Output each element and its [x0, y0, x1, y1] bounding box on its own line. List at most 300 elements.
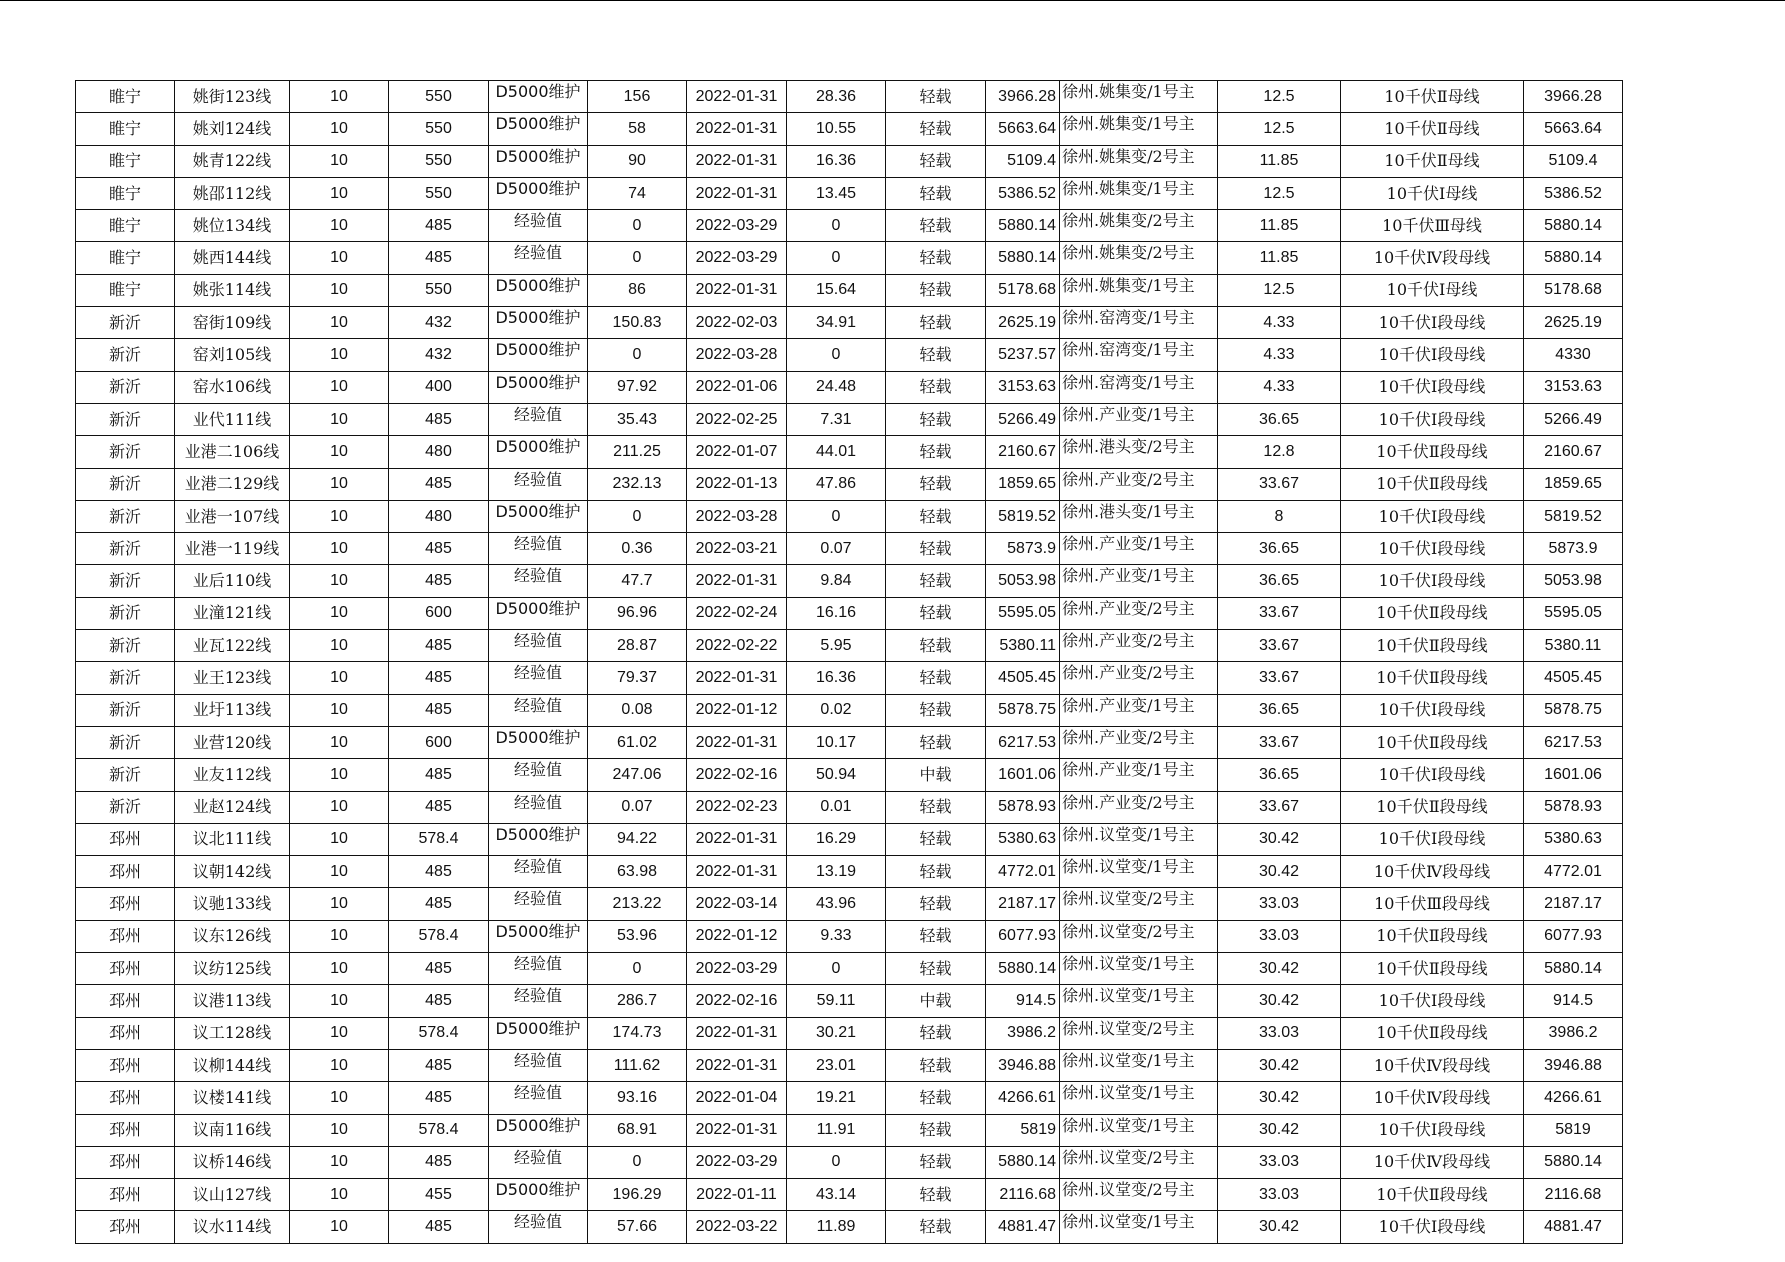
- table-row: [76, 630, 1623, 662]
- line-name-cell: 议楼141线: [175, 1082, 290, 1114]
- substation-cell: [1060, 1146, 1218, 1178]
- source-cell-text: 经验值: [513, 1213, 562, 1232]
- margin-cell: 5595.05: [986, 597, 1060, 629]
- source-cell-text: D5000维护: [495, 115, 581, 134]
- voltage-cell: 10: [290, 81, 389, 113]
- transformer-load-cell: 36.65: [1218, 533, 1341, 565]
- load-status-cell: 轻载: [886, 662, 986, 694]
- available-capacity-cell: 5178.68: [1524, 274, 1623, 306]
- voltage-cell: 10: [290, 823, 389, 855]
- load-cell: 0: [588, 242, 687, 274]
- load-status-cell: 轻载: [886, 597, 986, 629]
- busbar-cell: 10千伏Ⅱ段母线: [1341, 791, 1524, 823]
- table-row: [76, 888, 1623, 920]
- date-cell: 2022-01-31: [687, 856, 787, 888]
- load-rate-cell: 16.36: [787, 662, 886, 694]
- busbar-cell: 10千伏Ⅰ段母线: [1341, 533, 1524, 565]
- substation-cell-text: 徐州.产业变/1号主: [1062, 535, 1195, 554]
- transformer-load-cell: 11.85: [1218, 242, 1341, 274]
- margin-cell: 5266.49: [986, 403, 1060, 435]
- substation-cell: [1060, 565, 1218, 597]
- source-cell-text: 经验值: [513, 890, 562, 909]
- margin-cell: 3946.88: [986, 1049, 1060, 1081]
- available-capacity-cell: 5880.14: [1524, 210, 1623, 242]
- line-name-cell: 业瓦122线: [175, 630, 290, 662]
- line-name-cell: 窑街109线: [175, 307, 290, 339]
- busbar-cell: 10千伏Ⅳ段母线: [1341, 1082, 1524, 1114]
- load-cell: 0: [588, 210, 687, 242]
- capacity-cell: 578.4: [389, 920, 489, 952]
- margin-cell: 914.5: [986, 985, 1060, 1017]
- transformer-load-cell: 30.42: [1218, 985, 1341, 1017]
- available-capacity-cell: 5878.93: [1524, 791, 1623, 823]
- load-cell: 213.22: [588, 888, 687, 920]
- substation-cell-text: 徐州.议堂变/2号主: [1062, 1019, 1195, 1038]
- transformer-load-cell: 30.42: [1218, 1082, 1341, 1114]
- load-rate-cell: 16.29: [787, 823, 886, 855]
- load-status-cell: 轻载: [886, 1114, 986, 1146]
- source-cell: [489, 565, 588, 597]
- busbar-cell: 10千伏Ⅲ段母线: [1341, 888, 1524, 920]
- region-cell: 邳州: [76, 953, 175, 985]
- substation-cell-text: 徐州.产业变/2号主: [1062, 728, 1195, 747]
- date-cell: 2022-03-29: [687, 1146, 787, 1178]
- busbar-cell: 10千伏Ⅰ段母线: [1341, 371, 1524, 403]
- line-name-cell: 业后110线: [175, 565, 290, 597]
- available-capacity-cell: 5386.52: [1524, 177, 1623, 209]
- source-cell-text: 经验值: [513, 696, 562, 715]
- source-cell-text: D5000维护: [495, 1019, 581, 1038]
- substation-cell: [1060, 920, 1218, 952]
- load-rate-cell: 15.64: [787, 274, 886, 306]
- transformer-load-cell: 33.67: [1218, 791, 1341, 823]
- substation-cell: [1060, 145, 1218, 177]
- source-cell-text: D5000维护: [495, 599, 581, 618]
- load-cell: 211.25: [588, 436, 687, 468]
- load-rate-cell: 30.21: [787, 1017, 886, 1049]
- load-status-cell: 轻载: [886, 500, 986, 532]
- date-cell: 2022-02-24: [687, 597, 787, 629]
- date-cell: 2022-02-22: [687, 630, 787, 662]
- source-cell: [489, 339, 588, 371]
- date-cell: 2022-02-16: [687, 759, 787, 791]
- available-capacity-cell: 3946.88: [1524, 1049, 1623, 1081]
- source-cell-text: D5000维护: [495, 1181, 581, 1200]
- voltage-cell: 10: [290, 1146, 389, 1178]
- line-name-cell: 议纺125线: [175, 953, 290, 985]
- capacity-cell: 578.4: [389, 823, 489, 855]
- busbar-cell: 10千伏Ⅱ段母线: [1341, 920, 1524, 952]
- load-status-cell: 中载: [886, 759, 986, 791]
- margin-cell: 2625.19: [986, 307, 1060, 339]
- busbar-cell: 10千伏Ⅰ段母线: [1341, 500, 1524, 532]
- margin-cell: 5880.14: [986, 210, 1060, 242]
- table-row: [76, 274, 1623, 306]
- load-status-cell: 轻载: [886, 1146, 986, 1178]
- substation-cell: [1060, 210, 1218, 242]
- margin-cell: 5237.57: [986, 339, 1060, 371]
- busbar-cell: 10千伏Ⅲ母线: [1341, 210, 1524, 242]
- margin-cell: 5880.14: [986, 1146, 1060, 1178]
- region-cell: 睢宁: [76, 113, 175, 145]
- available-capacity-cell: 4881.47: [1524, 1211, 1623, 1243]
- capacity-cell: 432: [389, 307, 489, 339]
- voltage-cell: 10: [290, 953, 389, 985]
- source-cell: [489, 1179, 588, 1211]
- load-status-cell: 轻载: [886, 403, 986, 435]
- load-rate-cell: 7.31: [787, 403, 886, 435]
- substation-cell: [1060, 468, 1218, 500]
- margin-cell: 5873.9: [986, 533, 1060, 565]
- transformer-load-cell: 30.42: [1218, 1114, 1341, 1146]
- load-status-cell: 轻载: [886, 823, 986, 855]
- voltage-cell: 10: [290, 565, 389, 597]
- region-cell: 睢宁: [76, 81, 175, 113]
- substation-cell: [1060, 888, 1218, 920]
- load-rate-cell: 34.91: [787, 307, 886, 339]
- margin-cell: 3966.28: [986, 81, 1060, 113]
- voltage-cell: 10: [290, 436, 389, 468]
- substation-cell-text: 徐州.产业变/2号主: [1062, 470, 1195, 489]
- capacity-cell: 455: [389, 1179, 489, 1211]
- source-cell: [489, 177, 588, 209]
- region-cell: 邳州: [76, 888, 175, 920]
- load-status-cell: 轻载: [886, 145, 986, 177]
- load-cell: 68.91: [588, 1114, 687, 1146]
- date-cell: 2022-01-31: [687, 274, 787, 306]
- substation-cell-text: 徐州.议堂变/1号主: [1062, 1213, 1195, 1232]
- load-rate-cell: 5.95: [787, 630, 886, 662]
- capacity-cell: 400: [389, 371, 489, 403]
- busbar-cell: 10千伏Ⅱ母线: [1341, 145, 1524, 177]
- available-capacity-cell: 5109.4: [1524, 145, 1623, 177]
- table-row: [76, 791, 1623, 823]
- load-status-cell: 轻载: [886, 210, 986, 242]
- table-row: [76, 242, 1623, 274]
- available-capacity-cell: 2160.67: [1524, 436, 1623, 468]
- voltage-cell: 10: [290, 210, 389, 242]
- line-name-cell: 姚邵112线: [175, 177, 290, 209]
- table-row: [76, 1017, 1623, 1049]
- voltage-cell: 10: [290, 113, 389, 145]
- voltage-cell: 10: [290, 1082, 389, 1114]
- table-row: [76, 565, 1623, 597]
- source-cell: [489, 630, 588, 662]
- table-row: [76, 145, 1623, 177]
- source-cell: [489, 791, 588, 823]
- date-cell: 2022-03-22: [687, 1211, 787, 1243]
- substation-cell-text: 徐州.姚集变/2号主: [1062, 147, 1195, 166]
- load-rate-cell: 43.96: [787, 888, 886, 920]
- substation-cell-text: 徐州.姚集变/1号主: [1062, 179, 1195, 198]
- available-capacity-cell: 2187.17: [1524, 888, 1623, 920]
- line-name-cell: 业友112线: [175, 759, 290, 791]
- available-capacity-cell: 4505.45: [1524, 662, 1623, 694]
- line-name-cell: 议工128线: [175, 1017, 290, 1049]
- transformer-load-cell: 30.42: [1218, 1049, 1341, 1081]
- available-capacity-cell: 914.5: [1524, 985, 1623, 1017]
- load-status-cell: 轻载: [886, 565, 986, 597]
- table-row: [76, 759, 1623, 791]
- source-cell: [489, 1114, 588, 1146]
- date-cell: 2022-02-03: [687, 307, 787, 339]
- substation-cell-text: 徐州.姚集变/1号主: [1062, 83, 1195, 101]
- substation-cell: [1060, 1114, 1218, 1146]
- date-cell: 2022-03-14: [687, 888, 787, 920]
- capacity-cell: 485: [389, 888, 489, 920]
- table-row: [76, 177, 1623, 209]
- load-cell: 47.7: [588, 565, 687, 597]
- source-cell-text: 经验值: [513, 535, 562, 554]
- available-capacity-cell: 5595.05: [1524, 597, 1623, 629]
- available-capacity-cell: 5819: [1524, 1114, 1623, 1146]
- substation-cell-text: 徐州.产业变/1号主: [1062, 567, 1195, 586]
- table-body: [76, 81, 1623, 1244]
- region-cell: 邳州: [76, 856, 175, 888]
- line-name-cell: 议港113线: [175, 985, 290, 1017]
- capacity-cell: 432: [389, 339, 489, 371]
- source-cell-text: D5000维护: [495, 728, 581, 747]
- table-row: [76, 1146, 1623, 1178]
- transformer-load-cell: 12.5: [1218, 81, 1341, 113]
- available-capacity-cell: 1859.65: [1524, 468, 1623, 500]
- busbar-cell: 10千伏Ⅰ母线: [1341, 274, 1524, 306]
- transformer-load-cell: 33.67: [1218, 630, 1341, 662]
- substation-cell: [1060, 371, 1218, 403]
- load-rate-cell: 0: [787, 1146, 886, 1178]
- capacity-cell: 550: [389, 274, 489, 306]
- source-cell-text: D5000维护: [495, 373, 581, 392]
- load-status-cell: 轻载: [886, 274, 986, 306]
- transformer-load-cell: 4.33: [1218, 339, 1341, 371]
- region-cell: 新沂: [76, 662, 175, 694]
- load-cell: 111.62: [588, 1049, 687, 1081]
- substation-cell: [1060, 177, 1218, 209]
- margin-cell: 5380.11: [986, 630, 1060, 662]
- load-cell: 247.06: [588, 759, 687, 791]
- substation-cell-text: 徐州.议堂变/2号主: [1062, 1148, 1195, 1167]
- source-cell-text: 经验值: [513, 212, 562, 231]
- source-cell: [489, 888, 588, 920]
- load-rate-cell: 10.17: [787, 726, 886, 758]
- substation-cell: [1060, 597, 1218, 629]
- transformer-load-cell: 36.65: [1218, 694, 1341, 726]
- source-cell: [489, 953, 588, 985]
- date-cell: 2022-01-31: [687, 81, 787, 113]
- substation-cell: [1060, 533, 1218, 565]
- load-status-cell: 轻载: [886, 1049, 986, 1081]
- transformer-load-cell: 12.5: [1218, 113, 1341, 145]
- table-row: [76, 371, 1623, 403]
- margin-cell: 4772.01: [986, 856, 1060, 888]
- load-status-cell: 轻载: [886, 1082, 986, 1114]
- source-cell-text: 经验值: [513, 793, 562, 812]
- transformer-load-cell: 33.67: [1218, 468, 1341, 500]
- substation-cell: [1060, 436, 1218, 468]
- substation-cell-text: 徐州.议堂变/1号主: [1062, 825, 1195, 844]
- substation-cell-text: 徐州.姚集变/1号主: [1062, 276, 1195, 295]
- source-cell-text: 经验值: [513, 1051, 562, 1070]
- date-cell: 2022-02-16: [687, 985, 787, 1017]
- busbar-cell: 10千伏Ⅱ段母线: [1341, 953, 1524, 985]
- capacity-cell: 485: [389, 210, 489, 242]
- source-cell: [489, 920, 588, 952]
- busbar-cell: 10千伏Ⅰ段母线: [1341, 694, 1524, 726]
- table-row: [76, 920, 1623, 952]
- line-name-cell: 议驰133线: [175, 888, 290, 920]
- margin-cell: 5880.14: [986, 953, 1060, 985]
- source-cell-text: 经验值: [513, 858, 562, 877]
- source-cell-text: 经验值: [513, 987, 562, 1006]
- busbar-cell: 10千伏Ⅱ母线: [1341, 113, 1524, 145]
- load-rate-cell: 44.01: [787, 436, 886, 468]
- capacity-cell: 485: [389, 468, 489, 500]
- date-cell: 2022-01-31: [687, 662, 787, 694]
- margin-cell: 4881.47: [986, 1211, 1060, 1243]
- available-capacity-cell: 2625.19: [1524, 307, 1623, 339]
- margin-cell: 5380.63: [986, 823, 1060, 855]
- region-cell: 邳州: [76, 1017, 175, 1049]
- load-rate-cell: 16.36: [787, 145, 886, 177]
- load-cell: 79.37: [588, 662, 687, 694]
- line-name-cell: 业港二129线: [175, 468, 290, 500]
- load-status-cell: 轻载: [886, 81, 986, 113]
- date-cell: 2022-01-31: [687, 823, 787, 855]
- capacity-cell: 485: [389, 694, 489, 726]
- load-cell: 97.92: [588, 371, 687, 403]
- substation-cell-text: 徐州.姚集变/2号主: [1062, 244, 1195, 263]
- load-rate-cell: 47.86: [787, 468, 886, 500]
- source-cell-text: 经验值: [513, 955, 562, 974]
- substation-cell-text: 徐州.产业变/2号主: [1062, 793, 1195, 812]
- line-name-cell: 姚青122线: [175, 145, 290, 177]
- load-status-cell: 轻载: [886, 307, 986, 339]
- source-cell-text: D5000维护: [495, 309, 581, 328]
- capacity-cell: 485: [389, 533, 489, 565]
- available-capacity-cell: 5663.64: [1524, 113, 1623, 145]
- region-cell: 邳州: [76, 920, 175, 952]
- line-name-cell: 业港一119线: [175, 533, 290, 565]
- load-rate-cell: 0: [787, 953, 886, 985]
- substation-cell: [1060, 307, 1218, 339]
- source-cell: [489, 307, 588, 339]
- capacity-cell: 485: [389, 1082, 489, 1114]
- available-capacity-cell: 5878.75: [1524, 694, 1623, 726]
- load-cell: 57.66: [588, 1211, 687, 1243]
- table-row: [76, 662, 1623, 694]
- substation-cell-text: 徐州.窑湾变/1号主: [1062, 373, 1195, 392]
- load-cell: 150.83: [588, 307, 687, 339]
- region-cell: 邳州: [76, 1082, 175, 1114]
- source-cell-text: 经验值: [513, 470, 562, 489]
- busbar-cell: 10千伏Ⅱ段母线: [1341, 468, 1524, 500]
- substation-cell: [1060, 403, 1218, 435]
- source-cell-text: D5000维护: [495, 276, 581, 295]
- capacity-cell: 600: [389, 597, 489, 629]
- margin-cell: 6217.53: [986, 726, 1060, 758]
- voltage-cell: 10: [290, 1049, 389, 1081]
- available-capacity-cell: 4772.01: [1524, 856, 1623, 888]
- region-cell: 睢宁: [76, 177, 175, 209]
- busbar-cell: 10千伏Ⅳ段母线: [1341, 1146, 1524, 1178]
- busbar-cell: 10千伏Ⅳ段母线: [1341, 856, 1524, 888]
- voltage-cell: 10: [290, 1179, 389, 1211]
- capacity-cell: 578.4: [389, 1114, 489, 1146]
- substation-cell: [1060, 1179, 1218, 1211]
- region-cell: 邳州: [76, 1114, 175, 1146]
- margin-cell: 2160.67: [986, 436, 1060, 468]
- voltage-cell: 10: [290, 339, 389, 371]
- source-cell-text: 经验值: [513, 632, 562, 651]
- date-cell: 2022-01-31: [687, 177, 787, 209]
- transformer-load-cell: 11.85: [1218, 210, 1341, 242]
- transformer-load-cell: 12.5: [1218, 177, 1341, 209]
- substation-cell-text: 徐州.议堂变/2号主: [1062, 922, 1195, 941]
- source-cell: [489, 533, 588, 565]
- available-capacity-cell: 5380.11: [1524, 630, 1623, 662]
- date-cell: 2022-01-12: [687, 920, 787, 952]
- transformer-load-cell: 36.65: [1218, 403, 1341, 435]
- source-cell: [489, 274, 588, 306]
- load-rate-cell: 24.48: [787, 371, 886, 403]
- margin-cell: 5053.98: [986, 565, 1060, 597]
- transformer-load-cell: 33.67: [1218, 726, 1341, 758]
- available-capacity-cell: 5880.14: [1524, 1146, 1623, 1178]
- load-status-cell: 轻载: [886, 371, 986, 403]
- margin-cell: 5109.4: [986, 145, 1060, 177]
- substation-cell-text: 徐州.产业变/2号主: [1062, 664, 1195, 683]
- source-cell: [489, 242, 588, 274]
- substation-cell: [1060, 791, 1218, 823]
- substation-cell: [1060, 985, 1218, 1017]
- capacity-cell: 485: [389, 630, 489, 662]
- available-capacity-cell: 1601.06: [1524, 759, 1623, 791]
- line-name-cell: 议东126线: [175, 920, 290, 952]
- substation-cell: [1060, 242, 1218, 274]
- load-cell: 61.02: [588, 726, 687, 758]
- busbar-cell: 10千伏Ⅰ段母线: [1341, 1114, 1524, 1146]
- load-rate-cell: 0.07: [787, 533, 886, 565]
- substation-cell: [1060, 339, 1218, 371]
- load-status-cell: 轻载: [886, 791, 986, 823]
- voltage-cell: 10: [290, 177, 389, 209]
- available-capacity-cell: 4266.61: [1524, 1082, 1623, 1114]
- region-cell: 新沂: [76, 630, 175, 662]
- transformer-load-cell: 33.03: [1218, 1179, 1341, 1211]
- margin-cell: 6077.93: [986, 920, 1060, 952]
- date-cell: 2022-01-31: [687, 1049, 787, 1081]
- source-cell-text: 经验值: [513, 567, 562, 586]
- voltage-cell: 10: [290, 533, 389, 565]
- region-cell: 睢宁: [76, 145, 175, 177]
- source-cell-text: D5000维护: [495, 83, 581, 101]
- source-cell-text: D5000维护: [495, 825, 581, 844]
- load-rate-cell: 0: [787, 210, 886, 242]
- transformer-load-cell: 4.33: [1218, 371, 1341, 403]
- load-rate-cell: 11.89: [787, 1211, 886, 1243]
- region-cell: 邳州: [76, 1049, 175, 1081]
- available-capacity-cell: 3966.28: [1524, 81, 1623, 113]
- voltage-cell: 10: [290, 630, 389, 662]
- available-capacity-cell: 2116.68: [1524, 1179, 1623, 1211]
- line-name-cell: 业圩113线: [175, 694, 290, 726]
- voltage-cell: 10: [290, 1017, 389, 1049]
- margin-cell: 5386.52: [986, 177, 1060, 209]
- voltage-cell: 10: [290, 1211, 389, 1243]
- region-cell: 新沂: [76, 533, 175, 565]
- substation-cell-text: 徐州.产业变/1号主: [1062, 696, 1195, 715]
- voltage-cell: 10: [290, 920, 389, 952]
